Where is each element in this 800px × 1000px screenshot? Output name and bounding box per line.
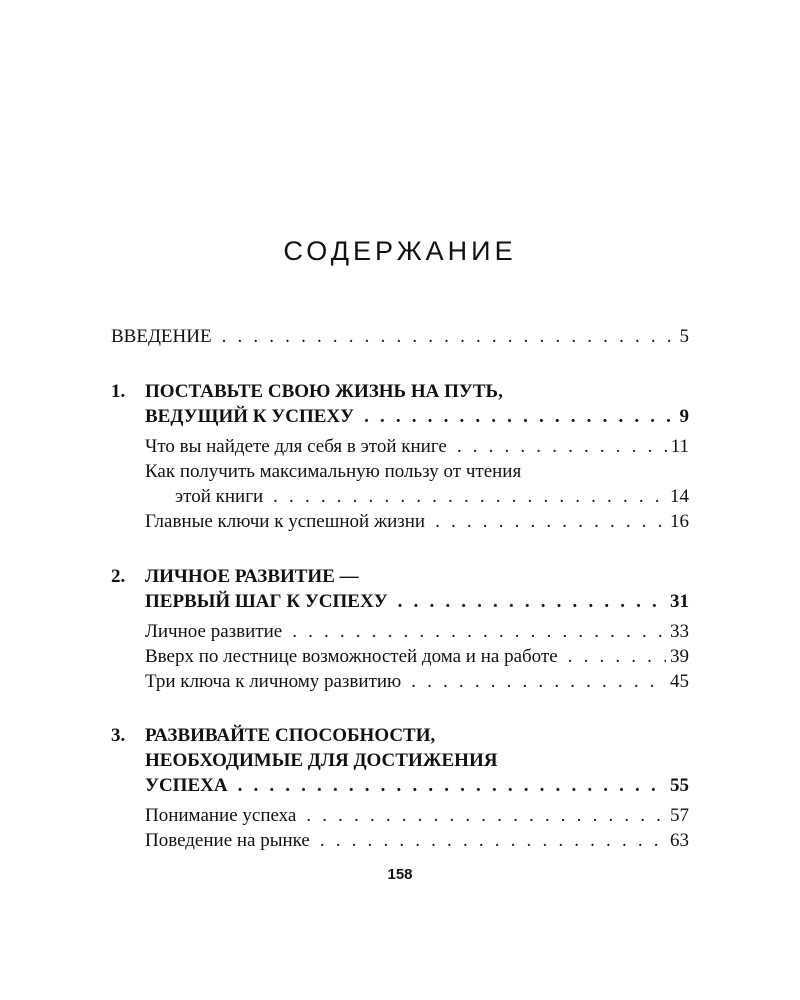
dot-leader [568,645,666,669]
dot-leader [273,485,666,509]
toc-entry-chapter-2[interactable] [145,590,689,614]
toc-page-number: 16 [670,511,689,532]
toc-entry-label: Понимание успеха [145,805,297,826]
dot-leader [222,325,676,349]
chapter-number: 2. [111,566,126,587]
page-number: 158 [387,866,413,883]
chapter-title-line[interactable]: НЕОБХОДИМЫЕ ДЛЯ ДОСТИЖЕНИЯ [145,750,498,771]
toc-entry-label: Личное развитие [145,621,283,642]
dot-leader [320,829,666,853]
toc-page-number: 5 [679,326,689,347]
dot-leader [435,510,666,534]
toc-entry-section-first-line[interactable] [145,460,521,484]
toc-entry-label: Что вы найдете для себя в этой книге [145,436,447,457]
toc-entry-intro[interactable] [111,325,689,349]
toc-entry-section[interactable] [175,485,689,509]
chapter-title-line: ПЕРВЫЙ ШАГ К УСПЕХУ [145,591,388,612]
chapter-title-line: ВЕДУЩИЙ К УСПЕХУ [145,406,355,427]
chapter-number: 3. [111,725,126,746]
toc-entry-label: Главные ключи к успешной жизни [145,511,426,532]
toc-entry-section[interactable] [145,804,689,828]
toc-entry-chapter-3[interactable] [145,774,689,798]
toc-page-number: 33 [670,621,689,642]
toc-page-number: 63 [670,830,689,851]
toc-entry-section[interactable] [145,435,689,459]
toc-page-number: 57 [670,805,689,826]
toc-entry-chapter-1[interactable] [145,405,689,429]
toc-entry-label: Как получить максимальную пользу от чтения [145,461,522,482]
chapter-title-line: УСПЕХА [145,775,228,796]
chapter-title-line[interactable]: ЛИЧНОЕ РАЗВИТИЕ — [145,566,359,587]
toc-entry-label: ВВЕДЕНИЕ [111,326,212,347]
toc-page-number: 9 [679,406,689,427]
toc-entry-section[interactable] [145,510,689,534]
chapter-title-line[interactable]: РАЗВИВАЙТЕ СПОСОБНОСТИ, [145,725,436,746]
toc-entry-label-continuation: этой книги [175,486,264,507]
toc-entry-section[interactable] [145,620,689,644]
toc-entry-label: Поведение на рынке [145,830,310,851]
chapter-number: 1. [111,381,126,402]
toc-entry-label: Вверх по лестнице возможностей дома и на работе [145,646,558,667]
toc-entry-section[interactable] [145,670,689,694]
toc-page-number: 14 [670,486,689,507]
toc-page-number: 55 [670,775,689,796]
toc-page-number: 11 [670,436,689,457]
toc-entry-section[interactable] [145,645,689,669]
toc-entry-section[interactable] [145,829,689,853]
toc-page-number: 39 [670,646,689,667]
dot-leader [364,405,675,429]
dot-leader [292,620,666,644]
dot-leader [457,435,667,459]
dot-leader [306,804,666,828]
toc-page-number: 31 [670,591,689,612]
toc-page-number: 45 [670,671,689,692]
chapter-title-line[interactable]: ПОСТАВЬТЕ СВОЮ ЖИЗНЬ НА ПУТЬ, [145,381,503,402]
dot-leader [411,670,666,694]
toc-entry-label: Три ключа к личному развитию [145,671,402,692]
page-title: СОДЕРЖАНИЕ [283,236,517,267]
dot-leader [398,590,666,614]
dot-leader [238,774,666,798]
